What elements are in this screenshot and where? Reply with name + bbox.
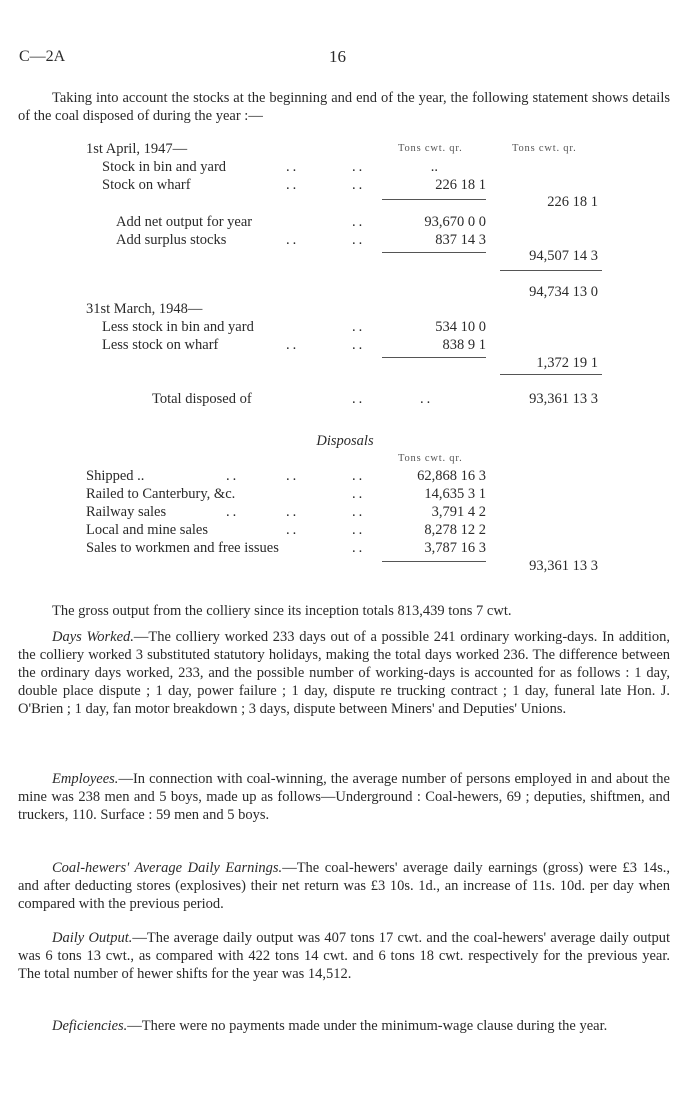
stock-wharf-label: Stock on wharf — [102, 177, 191, 193]
sum-rule — [382, 561, 486, 562]
sum-rule — [382, 252, 486, 253]
earnings-heading: Coal-hewers' Average Daily Earnings. — [52, 860, 283, 876]
grand-subtotal: 94,734 13 0 — [529, 284, 598, 300]
less-subtotal: 1,372 19 1 — [536, 355, 598, 371]
leader-dots: .. — [352, 468, 366, 484]
disposal-value-railed: 14,635 3 1 — [424, 486, 486, 502]
leader-dots: .. — [286, 522, 300, 538]
sum-rule — [500, 374, 602, 375]
leader-dots: .. — [286, 232, 300, 248]
disposals-column-header: Tons cwt. qr. — [398, 453, 463, 464]
stock-wharf-value: 226 18 1 — [435, 177, 486, 193]
leader-dots: .. — [352, 319, 366, 335]
deficiencies-paragraph — [18, 1017, 670, 1035]
earnings-text: —The coal-hewers' average daily earnings (gross) were £3 14s., and after deducting stores (explosives) their net return was £3 10s. 1d., an increase of 11s. 10d. per day when compared with the previous period. — [18, 860, 670, 912]
disposal-label-shipped: Shipped .. — [86, 468, 145, 484]
days-worked-paragraph — [18, 628, 670, 718]
closing-date: 31st March, 1948— — [86, 301, 203, 317]
days-worked-heading: Days Worked. — [52, 629, 134, 645]
stock-bin-yard-label: Stock in bin and yard — [102, 159, 227, 175]
daily-output-heading: Daily Output. — [52, 930, 133, 946]
leader-dots: .. — [226, 468, 240, 484]
disposals-title: Disposals — [316, 433, 374, 449]
leader-dots: .. — [352, 214, 366, 230]
less-wharf-label: Less stock on wharf — [102, 337, 219, 353]
leader-dots: .. — [420, 391, 434, 407]
additions-subtotal: 94,507 14 3 — [529, 248, 598, 264]
add-surplus-value: 837 14 3 — [435, 232, 486, 248]
intro-paragraph: Taking into account the stocks at the beginning and end of the year, the following statement shows details of the coal disposed of during the year :— — [18, 90, 670, 124]
opening-subtotal: 226 18 1 — [547, 194, 598, 210]
leader-dots: .. — [352, 159, 366, 175]
daily-output-text: —The average daily output was 407 tons 17 cwt. and the coal-hewers' average daily output was 6 tons 13 cwt., as compared with 422 tons 14 cwt. and 6 tons 18 cwt. respectively for the previous year. The total number of hewer shifts for the year was 14,512. — [18, 930, 670, 982]
sum-rule — [500, 270, 602, 271]
leader-dots: .. — [352, 540, 366, 556]
sum-rule — [382, 357, 486, 358]
add-net-output-label: Add net output for year — [116, 214, 253, 230]
leader-dots: .. — [352, 504, 366, 520]
leader-dots: .. — [352, 232, 366, 248]
leader-dots: .. — [286, 468, 300, 484]
employees-paragraph — [18, 770, 670, 824]
disposal-label-workmen: Sales to workmen and free issues — [86, 540, 279, 556]
less-wharf-value: 838 9 1 — [442, 337, 486, 353]
leader-dots: .. — [352, 177, 366, 193]
disposal-label-railway: Railway sales — [86, 504, 167, 520]
column-header-1: Tons cwt. qr. — [398, 143, 463, 154]
deficiencies-heading: Deficiencies. — [52, 1018, 128, 1034]
earnings-paragraph — [18, 859, 670, 913]
leader-dots: .. — [286, 159, 300, 175]
disposal-value-railway: 3,791 4 2 — [431, 504, 486, 520]
leader-dots: .. — [226, 504, 240, 520]
add-net-output-value: 93,670 0 0 — [424, 214, 486, 230]
disposal-value-workmen: 3,787 16 3 — [424, 540, 486, 556]
leader-dots: .. — [352, 337, 366, 353]
employees-heading: Employees. — [52, 771, 119, 787]
daily-output-paragraph — [18, 929, 670, 983]
opening-date: 1st April, 1947— — [86, 141, 188, 157]
leader-dots: .. — [286, 337, 300, 353]
disposal-value-shipped: 62,868 16 3 — [417, 468, 486, 484]
sum-rule — [382, 199, 486, 200]
days-worked-text: —The colliery worked 233 days out of a possible 241 ordinary working-days. In addition, the colliery worked 3 substituted statutory holidays, making the total days worked 236. The difference between the ordinary days worked, 233, and the possible number of working-days is accounted for as follows : 1 day, double place dispute ; 1 day, power failure ; 1 day, dispute re trucking contract ; 1 day, funeral late Hon. J. O'Brien ; 1 day, fan motor breakdown ; 3 days, dispute between Miners' and Deputies' Unions. — [18, 629, 670, 717]
disposal-value-local: 8,278 12 2 — [424, 522, 486, 538]
total-disposed-label: Total disposed of — [152, 391, 252, 407]
total-disposed-value: 93,361 13 3 — [529, 391, 598, 407]
leader-dots: .. — [352, 522, 366, 538]
gross-output-paragraph: The gross output from the colliery since its inception totals 813,439 tons 7 cwt. — [52, 603, 512, 619]
deficiencies-text: —There were no payments made under the minimum-wage clause during the year. — [127, 1018, 608, 1034]
column-header-2: Tons cwt. qr. — [512, 143, 577, 154]
disposals-total: 93,361 13 3 — [529, 558, 598, 574]
leader-dots: .. — [352, 486, 366, 502]
leader-dots: .. — [352, 391, 366, 407]
disposal-label-railed: Railed to Canterbury, &c. — [86, 486, 236, 502]
less-bin-yard-value: 534 10 0 — [435, 319, 486, 335]
add-surplus-label: Add surplus stocks — [116, 232, 227, 248]
leader-dots: .. — [286, 177, 300, 193]
page-number: 16 — [329, 47, 346, 66]
stock-bin-yard-value: .. — [430, 159, 438, 175]
section-code: C—2A — [19, 48, 66, 65]
less-bin-yard-label: Less stock in bin and yard — [102, 319, 254, 335]
employees-text: —In connection with coal-winning, the average number of persons employed in and about the mine was 238 men and 5 boys, made up as follows—Underground : Coal-hewers, 69 ; deputies, shiftmen, and truckers, 110. Surface : 59 men and 5 boys. — [18, 771, 670, 823]
disposal-label-local: Local and mine sales — [86, 522, 208, 538]
leader-dots: .. — [286, 504, 300, 520]
